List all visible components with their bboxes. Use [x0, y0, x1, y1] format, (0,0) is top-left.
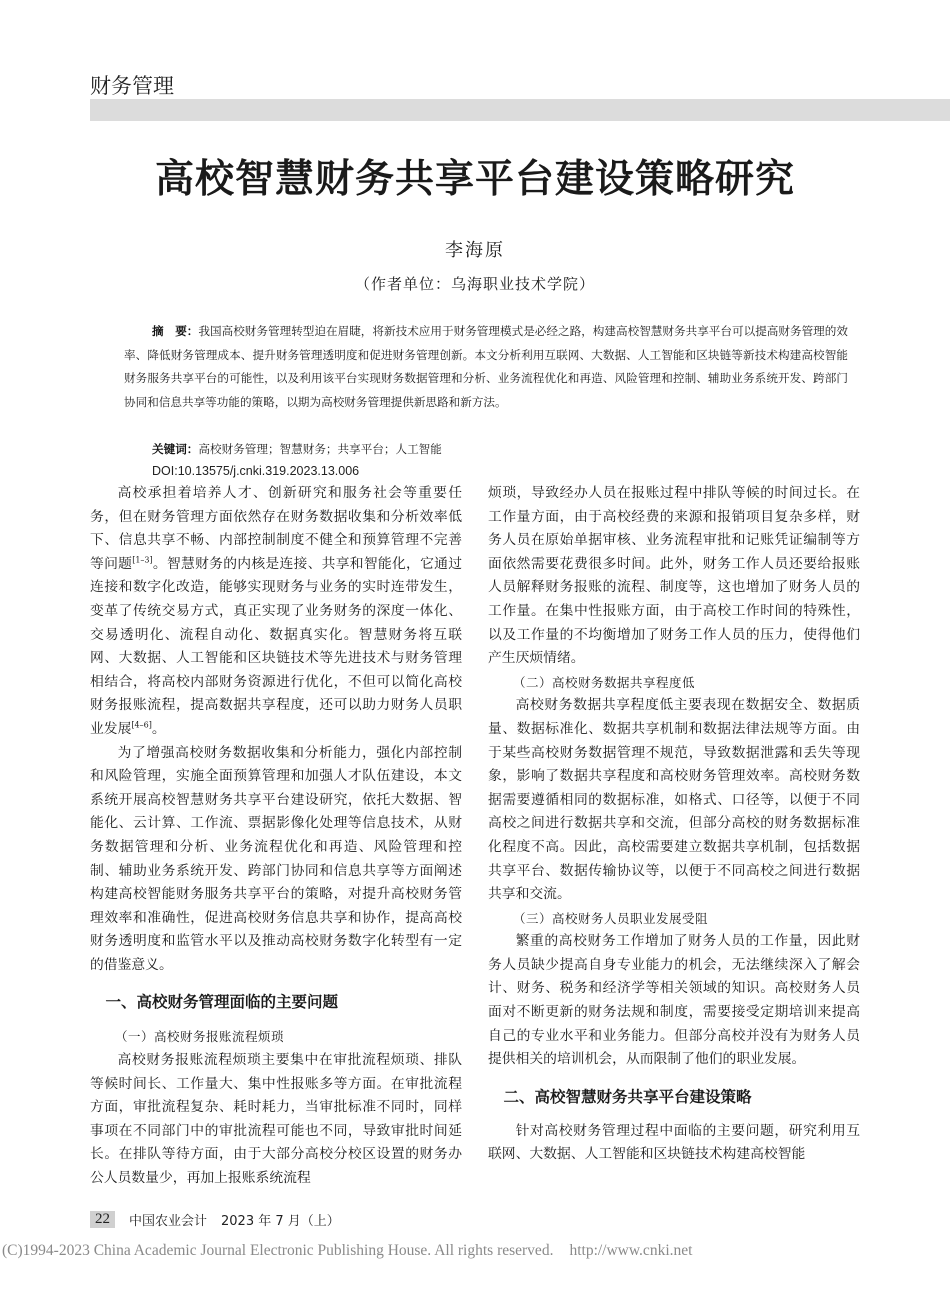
- journal-name: 中国农业会计: [129, 1213, 208, 1229]
- paragraph: 为了增强高校财务数据收集和分析能力，强化内部控制和风险管理，实施全面预算管理和加强人才队伍建设，本文系统开展高校智慧财务共享平台建设研究，依托大数据、智能化、云计算、工作流、票据影像化处理等信息技术，从财务数据管理和分析、业务流程优化和再造、风险管理和控制、辅助业务系统开发、跨部门协同和信息共享等方面阐述构建高校智能财务服务共享平台的策略，对提升高校财务管理效率和准确性，促进高校财务信息共享和协作，提高高校财务透明度和监管水平以及推动高校财务数字化转型有一定的借鉴意义。: [90, 744, 462, 973]
- page-footer: [90, 1208, 340, 1230]
- author-name: 李海原: [445, 240, 505, 261]
- doi[interactable]: DOI:10.13575/j.cnki.319.2023.13.006: [152, 464, 360, 478]
- section-heading: 二、高校智慧财务共享平台建设策略: [503, 1087, 752, 1106]
- body-column-left: [90, 482, 462, 1191]
- abstract-text: 我国高校财务管理转型迫在眉睫，将新技术应用于财务管理模式是必经之路，构建高校智慧财务共享平台可以提高财务管理的效率、降低财务管理成本、提升财务管理透明度和促进财务管理创新。本文分析利用互联网、大数据、人工智能和区块链等新技术构建高校智能财务服务共享平台的可能性，以及利用该平台实现财务数据管理和分析、业务流程优化和再造、风险管理和控制、辅助业务系统开发、跨部门协同和信息共享等功能的策略，以期为高校财务管理提供新思路和新方法。: [124, 324, 848, 409]
- copyright-link[interactable]: http://www.cnki.net: [569, 1242, 693, 1259]
- page-number: 22: [90, 1211, 115, 1228]
- author-affiliation: （作者单位：乌海职业技术学院）: [354, 275, 595, 293]
- keywords-label: 关键词：: [152, 442, 199, 456]
- paragraph: 针对高校财务管理过程中面临的主要问题，研究利用互联网、大数据、人工智能和区块链技术构建高校智能: [488, 1122, 860, 1163]
- journal-issue: 2023 年 7 月（上）: [221, 1213, 340, 1229]
- body-column-right: [488, 482, 860, 1167]
- header-bar: [90, 99, 950, 121]
- paragraph: 繁重的高校财务工作增加了财务人员的工作量，因此财务人员缺少提高自身专业能力的机会，无法继续深入了解会计、财务、税务和经济学等相关领域的知识。高校财务人员面对不断更新的财务法规和制度，需要接受定期培训来提高自己的专业水平和业务能力。但部分高校并没有为财务人员提供相关的培训机会，从而限制了他们的职业发展。: [488, 933, 860, 1068]
- subsection-heading: （一）高校财务报账流程烦琐: [115, 1029, 285, 1045]
- subsection-heading: （三）高校财务人员职业发展受阻: [513, 910, 709, 926]
- keywords: [124, 438, 848, 460]
- keywords-text: 高校财务管理；智慧财务；共享平台；人工智能: [198, 442, 442, 456]
- paragraph: 高校财务数据共享程度低主要表现在数据安全、数据质量、数据标准化、数据共享机制和数据法律法规等方面。由于某些高校财务数据管理不规范，导致数据泄露和丢失等现象，影响了数据共享程度和高校财务管理效率。高校财务数据需要遵循相同的数据标准，如格式、口径等，以便于不同高校之间进行数据共享和交流，但部分高校的财务数据标准化程度不高。因此，高校需要建立数据共享机制，包括数据共享平台、数据传输协议等，以便于不同高校之间进行数据共享和交流。: [488, 697, 860, 903]
- paragraph-continued: 烦琐，导致经办人员在报账过程中排队等候的时间过长。在工作量方面，由于高校经费的来源和报销项目复杂多样，财务人员在原始单据审核、业务流程审批和记账凭证编制等方面依然需要花费很多时间。此外，财务工作人员还要给报账人员解释财务报账的流程、制度等，这也增加了财务人员的工作量。在集中性报账方面，由于高校工作时间的特殊性，以及工作量的不均衡增加了财务工作人员的压力，使得他们产生厌烦情绪。: [488, 485, 860, 667]
- copyright-text: (C)1994-2023 China Academic Journal Electronic Publishing House. All rights reserved.: [2, 1242, 554, 1259]
- abstract-label: 摘 要：: [152, 324, 199, 338]
- citation-ref[interactable]: [4–6]: [131, 720, 152, 730]
- section-heading: 一、高校财务管理面临的主要问题: [105, 993, 339, 1012]
- citation-ref[interactable]: [1–3]: [132, 555, 153, 565]
- abstract: [124, 320, 848, 414]
- section-label: 财务管理: [90, 74, 174, 98]
- subsection-heading: （二）高校财务数据共享程度低: [513, 674, 696, 690]
- paragraph: 高校承担着培养人才、创新研究和服务社会等重要任务，但在财务管理方面依然存在财务数据收集和分析效率低下、信息共享不畅、内部控制制度不健全和预算管理不完善等问题[1–3]。智慧财务的内核是连接、共享和智能化，它通过连接和数字化改造，能够实现财务与业务的实时连带发生，变革了传统交易方式，真正实现了业务财务的深度一体化、交易透明化、流程自动化、数据真实化。智慧财务将互联网、大数据、人工智能和区块链技术等先进技术与财务管理相结合，将高校内部财务资源进行优化，不但可以简化高校财务报账流程，提高数据共享程度，还可以助力财务人员职业发展[4–6]。: [90, 485, 463, 737]
- article-title: 高校智慧财务共享平台建设策略研究: [154, 157, 795, 202]
- paragraph: 高校财务报账流程烦琐主要集中在审批流程烦琐、排队等候时间长、工作量大、集中性报账多等方面。在审批流程方面，审批流程复杂、耗时耗力，当审批标准不同时，同样事项在不同部门中的审批流程可能也不同，导致审批时间延长。在排队等待方面，由于大部分高校分校区设置的财务办公人员数量少，再加上报账系统流程: [90, 1052, 462, 1187]
- copyright-notice: [2, 1242, 948, 1260]
